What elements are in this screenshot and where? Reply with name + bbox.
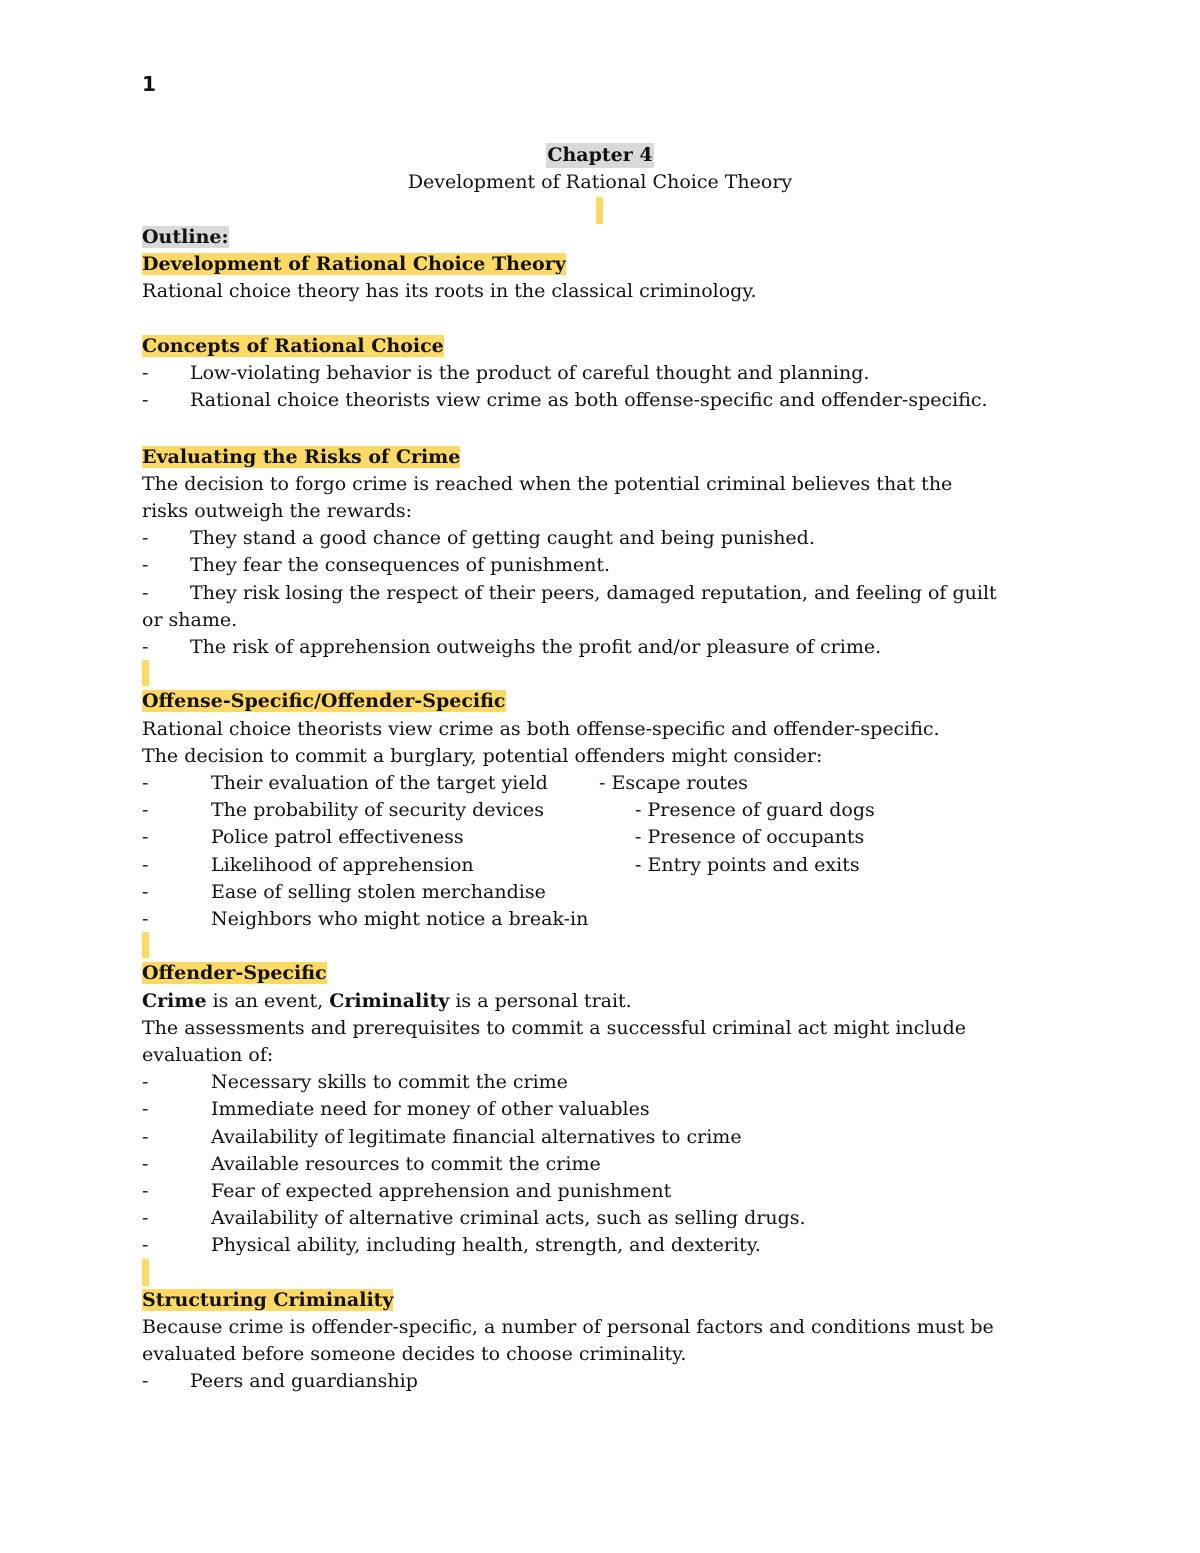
list-item: - They stand a good chance of getting caught and being punished. <box>142 527 815 550</box>
paragraph: Because crime is offender-specific, a number of personal factors and conditions must be evaluated before someone decides to choose criminality. <box>142 1316 994 1366</box>
list-item: - Fear of expected apprehension and punishment <box>142 1180 672 1203</box>
list-item: - Availability of alternative criminal acts, such as selling drugs. <box>142 1207 806 1230</box>
section-heading: Concepts of Rational Choice <box>142 334 444 357</box>
list-item: - Their evaluation of the target yield - Escape routes <box>142 772 748 795</box>
paragraph: The decision to forgo crime is reached when the potential criminal believes that the risks outweigh the rewards: <box>142 472 953 522</box>
list-item: - Rational choice theorists view crime as both offense-specific and offender-specific. <box>142 389 988 412</box>
paragraph: Crime is an event, Criminality is a personal trait. <box>142 989 632 1012</box>
chapter-title-wrap <box>0 143 1200 168</box>
chapter-title: Chapter 4 <box>547 144 653 166</box>
change-marker <box>596 197 603 224</box>
list-item: - They risk losing the respect of their peers, damaged reputation, and feeling of guilt or shame. <box>142 581 997 631</box>
list-item: - They fear the consequences of punishment. <box>142 554 611 577</box>
list-item: - Likelihood of apprehension - Entry points and exits <box>142 853 860 876</box>
document-body <box>142 224 1062 1396</box>
outline-label: Outline: <box>142 226 229 248</box>
list-item: - The risk of apprehension outweighs the profit and/or pleasure of crime. <box>142 636 882 659</box>
list-item: - Ease of selling stolen merchandise <box>142 880 546 903</box>
paragraph: The decision to commit a burglary, potential offenders might consider: <box>142 744 823 767</box>
list-item: - Availability of legitimate financial alternatives to crime <box>142 1125 742 1148</box>
section-heading: Evaluating the Risks of Crime <box>142 445 461 468</box>
section-heading: Offense-Specific/Offender-Specific <box>142 690 506 713</box>
paragraph: Rational choice theorists view crime as both offense-specific and offender-specific. <box>142 717 940 740</box>
paragraph: Rational choice theory has its roots in the classical criminology. <box>142 280 757 303</box>
list-item: - Peers and guardianship <box>142 1370 418 1393</box>
list-item: - Low-violating behavior is the product of careful thought and planning. <box>142 362 870 384</box>
page-number: 1 <box>142 72 156 96</box>
list-item: - Immediate need for money of other valuables <box>142 1098 650 1121</box>
list-item: - Police patrol effectiveness - Presence of occupants <box>142 826 865 849</box>
section-heading: Development of Rational Choice Theory <box>142 253 566 276</box>
list-item: - Necessary skills to commit the crime <box>142 1071 568 1094</box>
paragraph: The assessments and prerequisites to commit a successful criminal act might include evaluation of: <box>142 1016 967 1067</box>
list-item: - Physical ability, including health, strength, and dexterity. <box>142 1234 761 1257</box>
list-item: - The probability of security devices - Presence of guard dogs <box>142 799 875 822</box>
section-heading: Structuring Criminality <box>142 1288 394 1311</box>
list-item: - Available resources to commit the crime <box>142 1152 601 1175</box>
list-item: - Neighbors who might notice a break-in <box>142 908 589 931</box>
section-heading: Offender-Specific <box>142 962 327 985</box>
chapter-subtitle: Development of Rational Choice Theory <box>407 171 793 193</box>
